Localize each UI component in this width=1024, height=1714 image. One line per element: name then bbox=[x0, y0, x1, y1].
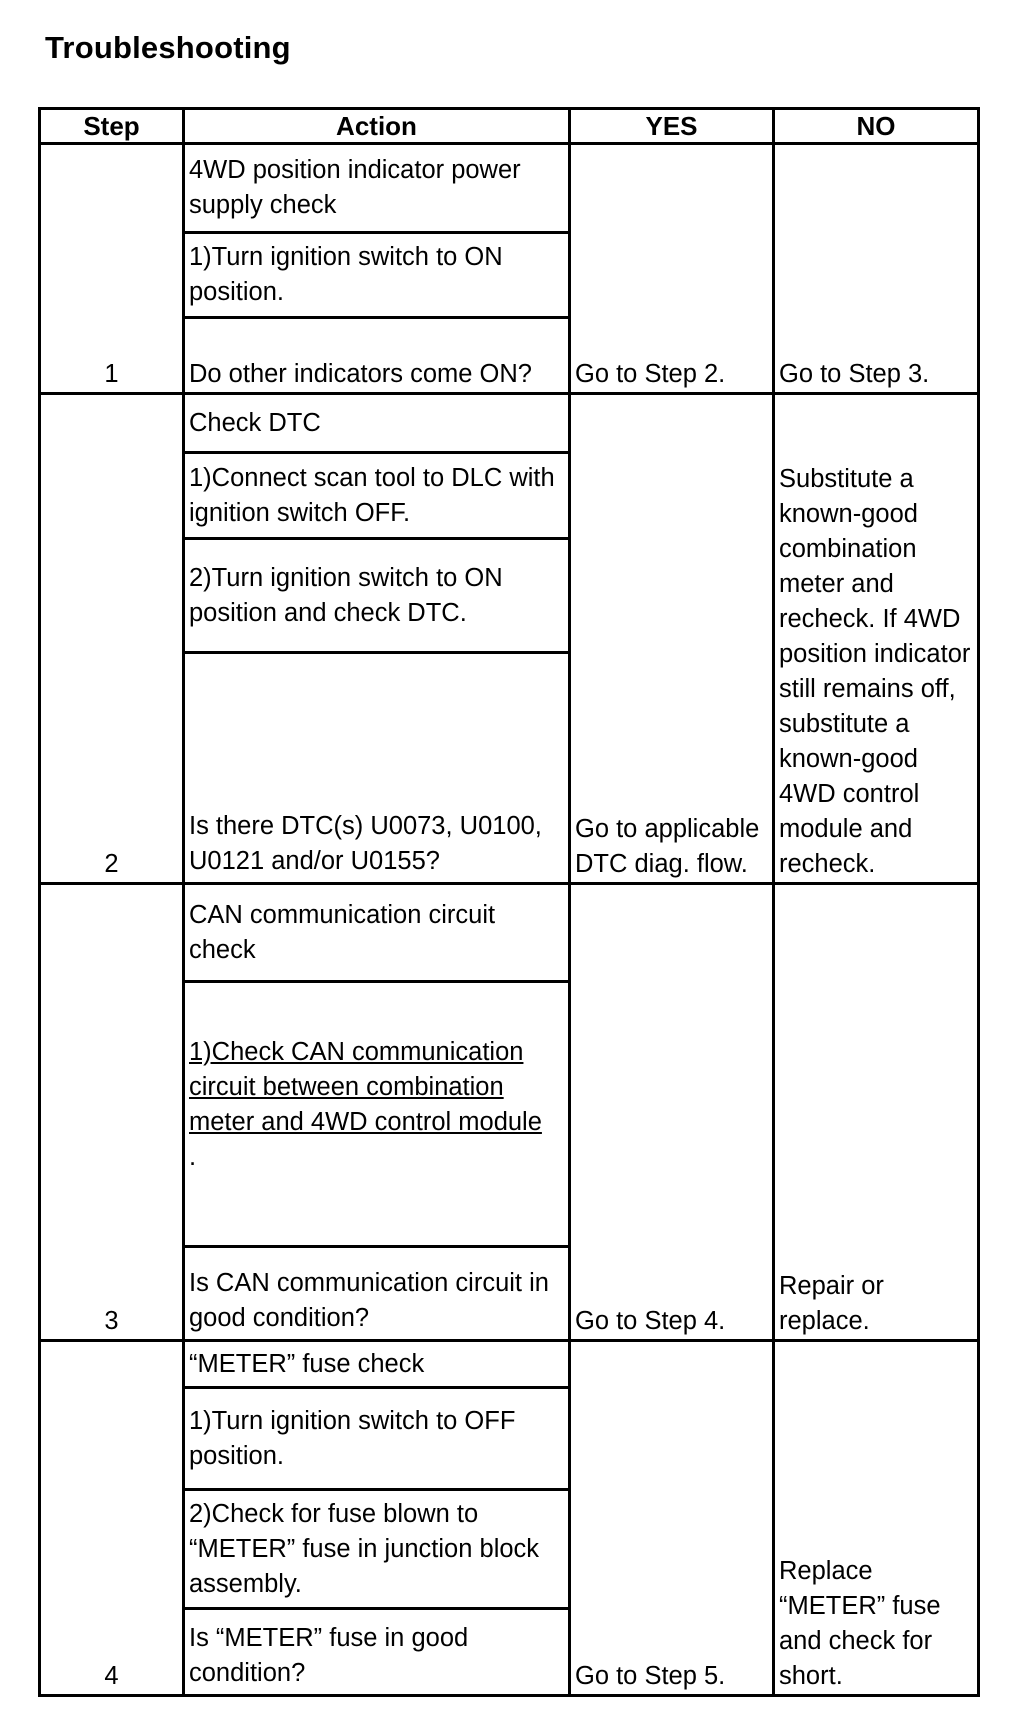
header-yes: YES bbox=[570, 109, 774, 144]
action-item: 4WD position indicator power supply check bbox=[189, 156, 521, 219]
step-number: 1 bbox=[40, 144, 184, 394]
no-cell: Replace “METER” fuse and check for short. bbox=[774, 1341, 979, 1696]
header-action: Action bbox=[184, 109, 570, 144]
action-item: Check DTC bbox=[189, 408, 321, 437]
action-item: 1)Turn ignition switch to OFF position. bbox=[185, 1386, 568, 1488]
yes-cell: Go to Step 2. bbox=[570, 144, 774, 394]
no-cell: Go to Step 3. bbox=[774, 144, 979, 394]
no-cell: Substitute a known-good combination meter and recheck. If 4WD position indicator still remains off, substitute a known-good 4WD control module and recheck. bbox=[774, 394, 979, 884]
yes-cell: Go to Step 5. bbox=[570, 1341, 774, 1696]
action-cell bbox=[184, 1341, 570, 1696]
header-step: Step bbox=[40, 109, 184, 144]
page-title: Troubleshooting bbox=[45, 30, 291, 65]
step-number: 3 bbox=[40, 884, 184, 1341]
action-question: Do other indicators come ON? bbox=[185, 316, 568, 392]
action-item: 1)Connect scan tool to DLC with ignition switch OFF. bbox=[185, 451, 568, 537]
header-no: NO bbox=[774, 109, 979, 144]
no-cell: Repair or replace. bbox=[774, 884, 979, 1341]
action-cell bbox=[184, 144, 570, 394]
action-item: CAN communication circuit check bbox=[189, 900, 496, 964]
action-item: 2)Turn ignition switch to ON position and check DTC. bbox=[185, 537, 568, 651]
action-cell bbox=[184, 394, 570, 884]
action-item: 1)Turn ignition switch to ON position. bbox=[185, 231, 568, 316]
action-question: Is there DTC(s) U0073, U0100, U0121 and/or U0155? bbox=[185, 651, 568, 879]
action-question: Is “METER” fuse in good condition? bbox=[185, 1607, 568, 1691]
step-number: 2 bbox=[40, 394, 184, 884]
table-row bbox=[40, 394, 979, 884]
action-cell bbox=[184, 884, 570, 1341]
action-item: “METER” fuse check bbox=[189, 1349, 425, 1378]
yes-cell: Go to applicable DTC diag. flow. bbox=[570, 394, 774, 884]
action-item: 1)Check CAN communication circuit between combination meter and 4WD control module . bbox=[185, 980, 568, 1245]
action-question: Is CAN communication circuit in good condition? bbox=[185, 1245, 568, 1336]
table-row bbox=[40, 144, 979, 394]
yes-cell: Go to Step 4. bbox=[570, 884, 774, 1341]
table-header-row bbox=[40, 109, 979, 144]
troubleshooting-table bbox=[38, 107, 980, 1697]
action-item: 2)Check for fuse blown to “METER” fuse in junction block assembly. bbox=[185, 1488, 568, 1607]
table-row bbox=[40, 884, 979, 1341]
table-row bbox=[40, 1341, 979, 1696]
step-number: 4 bbox=[40, 1341, 184, 1696]
